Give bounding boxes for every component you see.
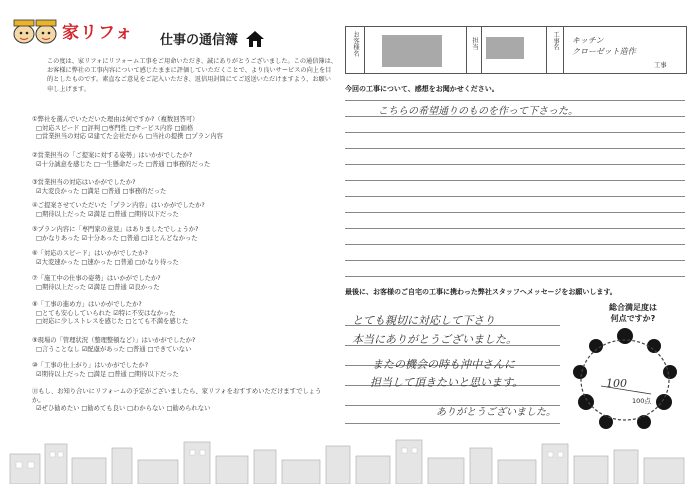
question-options: ☑大変速かった □速かった □普通 □かなり待った [36,258,179,266]
question-text: ⑪もし、お知り合いにリフォームの予定がございましたら、家リフォをおすすめいただけますでしょうか。 [32,388,322,404]
question-options: □とても安心していられた ☑特に不安はなかった [36,309,176,317]
town-illustration [0,434,700,484]
work-value-1: キッチン [572,36,604,45]
work-value-2: クローゼット造作 [572,47,636,56]
customer-info-table [345,26,687,74]
work-suffix: 工事 [654,62,667,69]
question-7 [32,275,332,292]
question-3 [32,179,332,196]
question-text: ④ご提案させていただいた「プラン内容」はいかがでしたか? [32,202,205,209]
question-options: ☑ぜひ勧めたい □勧めても良い □わからない □勧められない [36,405,211,413]
question-6 [32,250,332,267]
rating-label-line2: 何点ですか? [610,314,656,323]
question-4 [32,202,332,219]
rating-label-line1: 総合満足度は [609,303,657,312]
question-text: ⑩「工事の仕上がり」はいかがでしたか? [32,362,149,369]
question-text: ⑨現場の「管理状況（整理整頓など）」はいかがでしたか? [32,337,196,344]
name-label-cell [346,27,365,73]
question-9 [32,337,332,354]
question-options: □対応に少しストレスを感じた □とても不満を感じた [36,318,189,326]
section2-heading: 最後に、お客様のご自宅の工事に携わった弊社スタッフへメッセージをお願いします。 [345,288,617,296]
name-label: お客様名 [352,31,359,57]
house-icon [245,30,265,48]
work-label-cell [546,27,564,73]
staff-label: 担当 [471,37,478,50]
section1-lines [345,100,685,285]
question-text: ③営業担当の対応はいかがでしたか? [32,179,136,186]
rating-max: 100点 [632,397,651,405]
question-options: □対応スピード □評判 □専門性 □サービス内容 □価格 [36,124,194,132]
question-options: □言うことなし ☑配慮があった □普通 □できていない [36,345,192,353]
question-text: ⑧「工事の進め方」はいかがでしたか? [32,301,142,308]
question-text: ②営業担当の「ご提案に対する姿勢」はいかがでしたか? [32,152,193,159]
document-title: 仕事の通信簿 [160,33,239,48]
message-line-2: 本当にありがとうございました。 [352,333,517,346]
question-text: ①弊社を選んでいただいた理由は何ですか?（複数回答可） [32,116,199,123]
question-2 [32,152,332,169]
message-line-1: とても親切に対応して下さり [352,314,495,327]
question-10 [32,362,332,379]
question-options: □期待以上だった ☑満足 □普通 □期待以下だった [36,210,179,218]
section1-answer: こちらの希望通りのものを作って下さった。 [378,106,578,117]
message-line-4: 担当して頂きたいと思います。 [370,376,524,389]
question-text: ⑥「対応のスピード」はいかがでしたか? [32,250,148,257]
redacted-name [382,35,442,67]
question-options: □期待以上だった ☑満足 □普通 ☑良かった [36,283,160,291]
question-options: □かなりあった ☑十分あった □普通 □ほとんどなかった [36,234,198,242]
rating-label [598,302,668,324]
work-label: 工事名 [552,31,559,50]
message-line-5: ありがとうございました。 [436,407,556,418]
question-1 [32,116,332,142]
redacted-staff [486,37,524,59]
logo-text: 家リフォ [62,23,134,43]
section1-heading: 今回の工事について、感想をお聞かせください。 [345,85,499,93]
staff-label-cell [466,27,482,73]
question-options: ☑大変良かった □満足 □普通 □事務的だった [36,187,167,195]
message-line-3: またの機会の時も沖中さんに [372,358,515,371]
question-options: ☑期待以上だった □満足 □普通 □期待以下だった [36,370,179,378]
question-options: ☑十分誠意を感じた □一生懸命だった □普通 □事務的だった [36,160,211,168]
question-11 [32,388,332,414]
question-text: ⑤プラン内容に「専門家の意見」はありましたでしょうか? [32,226,199,233]
intro-text: この度は、家リフォにリフォーム工事をご用命いただき、誠にありがとうございました。この通信簿は、お客様に弊社の工事内容について感じたままに評価していただくことで、より良いサービスの向上を目的としたものです。素直なご意見をご記入いただき、返信用封筒にてご返送いただけますよう、お願い申し上げます。 [47,58,337,93]
question-8 [32,301,332,327]
rating-score: 100 [606,377,627,390]
question-options: □営業担当の対応 ☑建てた会社だから □当社の提携 □プラン内容 [36,133,223,141]
question-5 [32,226,332,243]
question-text: ⑦「施工中の仕事の姿勢」はいかがでしたか? [32,275,161,282]
